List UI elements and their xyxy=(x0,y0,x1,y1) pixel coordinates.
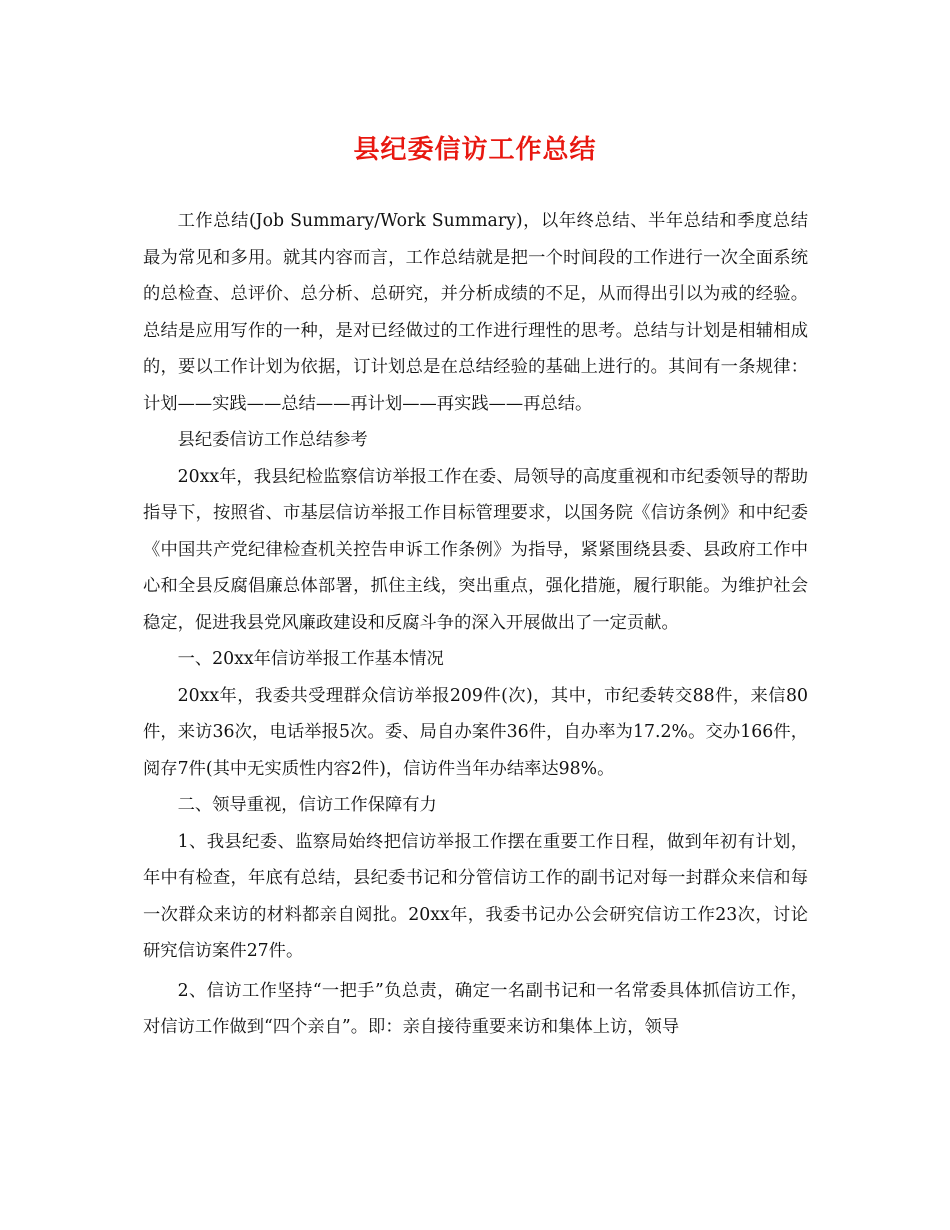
section-heading-2: 二、领导重视，信访工作保障有力 xyxy=(177,795,437,815)
paragraph-item-2: 2、信访工作坚持“一把手”负总责，确定一名副书记和一名常委具体抓信访工作，对信访工作做到“四个亲自”。即：亲自接待重要来访和集体上访，领导 xyxy=(143,980,808,1037)
paragraph-reference-heading: 县纪委信访工作总结参考 xyxy=(177,430,368,450)
document-title: 县纪委信访工作总结 xyxy=(353,135,597,165)
paragraph-statistics: 20xx年，我委共受理群众信访举报209件(次)，其中，市纪委转交88件，来信80件，来访36次，电话举报5次。委、局自办案件36件，自办率为17.2%。交办166件，阅存7件(其中无实质性内容2件)，信访件当年办结率达98%。 xyxy=(143,685,808,779)
paragraph-overview: 20xx年，我县纪检监察信访举报工作在委、局领导的高度重视和市纪委领导的帮助指导下，按照省、市基层信访举报工作目标管理要求，以国务院《信访条例》和中纪委《中国共产党纪律检查机关控告申诉工作条例》为指导，紧紧围绕县委、县政府工作中心和全县反腐倡廉总体部署，抓住主线，突出重点，强化措施，履行职能。为维护社会稳定，促进我县党风廉政建设和反腐斗争的深入开展做出了一定贡献。 xyxy=(143,466,808,633)
paragraph-intro: 工作总结(Job Summary/Work Summary)，以年终总结、半年总结和季度总结最为常见和多用。就其内容而言，工作总结就是把一个时间段的工作进行一次全面系统的总检查、总评价、总分析、总研究，并分析成绩的不足，从而得出引以为戒的经验。总结是应用写作的一种，是对已经做过的工作进行理性的思考。总结与计划是相辅相成的，要以工作计划为依据，订计划总是在总结经验的基础上进行的。其间有一条规律：计划——实践——总结——再计划——再实践——再总结。 xyxy=(143,211,808,414)
section-heading-1: 一、20xx年信访举报工作基本情况 xyxy=(177,649,444,669)
document-body xyxy=(143,203,808,1046)
paragraph-item-1: 1、我县纪委、监察局始终把信访举报工作摆在重要工作日程，做到年初有计划，年中有检查，年底有总结，县纪委书记和分管信访工作的副书记对每一封群众来信和每一次群众来访的材料都亲自阅批。20xx年，我委书记办公会研究信访工作23次，讨论研究信访案件27件。 xyxy=(143,831,808,961)
